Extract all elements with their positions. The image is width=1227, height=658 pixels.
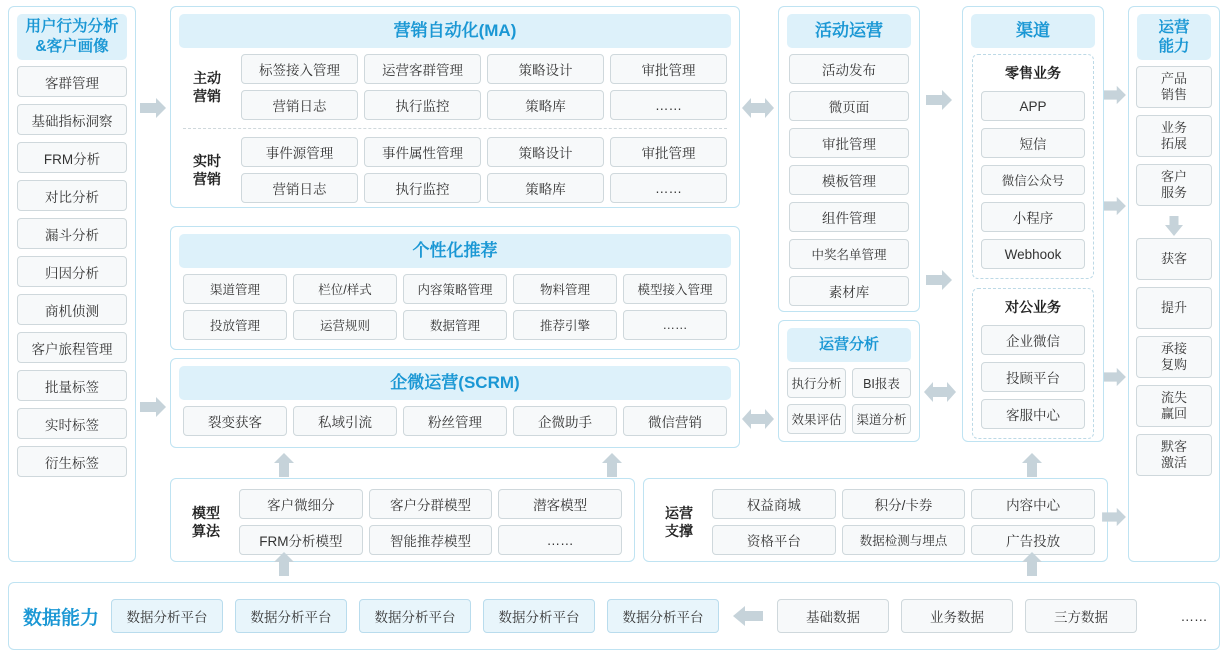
cell[interactable]: 裂变获客 bbox=[183, 406, 287, 436]
cell[interactable]: 客户分群模型 bbox=[369, 489, 493, 519]
list-item[interactable]: 素材库 bbox=[789, 276, 909, 306]
cell[interactable]: 微信营销 bbox=[623, 406, 727, 436]
cell[interactable]: …… bbox=[610, 173, 727, 203]
list-item[interactable]: 活动发布 bbox=[789, 54, 909, 84]
cell[interactable]: 策略设计 bbox=[487, 54, 604, 84]
panel-scrm bbox=[170, 358, 740, 448]
support-label-line1: 运营 bbox=[665, 505, 693, 521]
list-item[interactable] bbox=[1136, 434, 1212, 476]
list-item[interactable] bbox=[1136, 115, 1212, 157]
support-label-line2: 支撑 bbox=[665, 523, 693, 539]
support-row bbox=[712, 489, 1095, 519]
capability-title-line2: 能力 bbox=[1158, 38, 1190, 55]
capability-line1: 客户 bbox=[1160, 169, 1187, 184]
capability-title-line1: 运营 bbox=[1158, 19, 1190, 36]
arrow-right-icon bbox=[1100, 366, 1128, 388]
capability-line2: 拓展 bbox=[1160, 136, 1187, 151]
cell[interactable]: 智能推荐模型 bbox=[369, 525, 493, 555]
cell[interactable]: 渠道分析 bbox=[852, 404, 911, 434]
cell[interactable]: 事件源管理 bbox=[241, 137, 358, 167]
list-item[interactable]: 批量标签 bbox=[17, 370, 127, 401]
panel-user-behavior-analysis bbox=[8, 6, 136, 562]
channel-group-title: 对公业务 bbox=[1005, 299, 1061, 315]
cell[interactable]: 投放管理 bbox=[183, 310, 287, 340]
arrow-right-icon bbox=[924, 88, 954, 112]
ma-row bbox=[241, 173, 727, 203]
scrm-row bbox=[183, 406, 727, 436]
list-item[interactable]: 微页面 bbox=[789, 91, 909, 121]
list-item[interactable]: 客服中心 bbox=[981, 399, 1085, 429]
cell[interactable]: 事件属性管理 bbox=[364, 137, 481, 167]
cell[interactable]: 标签接入管理 bbox=[241, 54, 358, 84]
list-item[interactable]: 投顾平台 bbox=[981, 362, 1085, 392]
model-label-line1: 模型 bbox=[192, 505, 220, 521]
platform-cell[interactable]: 数据分析平台 bbox=[235, 599, 347, 633]
capability-line1: 流失 bbox=[1160, 390, 1187, 405]
platform-cell[interactable]: 数据分析平台 bbox=[607, 599, 719, 633]
source-cell[interactable]: 三方数据 bbox=[1025, 599, 1137, 633]
cell[interactable]: …… bbox=[623, 310, 727, 340]
arrow-left-right-icon bbox=[740, 407, 776, 431]
capability-line1: 默客 bbox=[1160, 439, 1187, 454]
ma-label-line1: 主动 bbox=[193, 70, 221, 86]
model-row bbox=[239, 489, 622, 519]
panel-operation-support bbox=[643, 478, 1108, 562]
list-item[interactable]: 组件管理 bbox=[789, 202, 909, 232]
arrow-right-icon bbox=[1100, 506, 1128, 528]
model-row bbox=[239, 525, 622, 555]
cell[interactable]: 执行分析 bbox=[787, 368, 846, 398]
scrm-body bbox=[171, 406, 739, 446]
rec-row bbox=[183, 310, 727, 340]
arrow-up-icon bbox=[600, 452, 624, 478]
panel-data-capability bbox=[8, 582, 1220, 650]
panel-title-marketing-automation: 营销自动化(MA) bbox=[179, 14, 731, 48]
capability-line1: 业务 bbox=[1160, 120, 1187, 135]
list-item[interactable] bbox=[1136, 66, 1212, 108]
panel-title-campaign-operation: 活动运营 bbox=[787, 14, 911, 48]
model-label bbox=[183, 504, 229, 540]
arrow-right-icon bbox=[138, 96, 168, 120]
capability-line1: 产品 bbox=[1160, 71, 1187, 86]
ma-block-realtime bbox=[183, 137, 727, 203]
ma-row bbox=[241, 90, 727, 120]
list-item[interactable] bbox=[1136, 164, 1212, 206]
cell[interactable]: 积分/卡券 bbox=[842, 489, 966, 519]
list-item[interactable]: APP bbox=[981, 91, 1085, 121]
list-item[interactable]: 客户旅程管理 bbox=[17, 332, 127, 363]
capability-line1: 承接 bbox=[1160, 341, 1187, 356]
ma-label-line2: 营销 bbox=[193, 88, 221, 104]
ma-block-label bbox=[183, 152, 231, 188]
arrow-right-icon bbox=[1100, 195, 1128, 217]
list-item[interactable]: 基础指标洞察 bbox=[17, 104, 127, 135]
capability-line2: 赢回 bbox=[1160, 406, 1187, 421]
cell[interactable]: 推荐引擎 bbox=[513, 310, 617, 340]
cell[interactable]: 权益商城 bbox=[712, 489, 836, 519]
list-item[interactable]: 小程序 bbox=[981, 202, 1085, 232]
model-label-line2: 算法 bbox=[192, 523, 220, 539]
arrow-up-icon bbox=[272, 452, 296, 478]
cell[interactable]: BI报表 bbox=[852, 368, 911, 398]
list-item[interactable] bbox=[1136, 238, 1212, 280]
list-item[interactable]: 实时标签 bbox=[17, 408, 127, 439]
left-title-line1: 用户行为分析 bbox=[25, 18, 119, 35]
panel-marketing-automation bbox=[170, 6, 740, 208]
capability-line2: 激活 bbox=[1160, 455, 1187, 470]
platform-cell[interactable]: 数据分析平台 bbox=[359, 599, 471, 633]
panel-personalized-recommendation bbox=[170, 226, 740, 350]
cell[interactable]: FRM分析模型 bbox=[239, 525, 363, 555]
ma-block-active bbox=[183, 54, 727, 120]
cell[interactable]: 资格平台 bbox=[712, 525, 836, 555]
ma-row bbox=[241, 54, 727, 84]
cell[interactable]: 私域引流 bbox=[293, 406, 397, 436]
data-capability-title: 数据能力 bbox=[23, 607, 100, 629]
cell[interactable]: 审批管理 bbox=[610, 54, 727, 84]
cell[interactable]: 效果评估 bbox=[787, 404, 846, 434]
panel-title-personalized-recommendation: 个性化推荐 bbox=[179, 234, 731, 268]
list-item[interactable]: 客群管理 bbox=[17, 66, 127, 97]
list-item[interactable] bbox=[1136, 287, 1212, 329]
panel-operation-analysis bbox=[778, 320, 920, 442]
left-item-list bbox=[9, 66, 135, 485]
panel-operation-capability bbox=[1128, 6, 1220, 562]
cell[interactable]: 广告投放 bbox=[971, 525, 1095, 555]
panel-campaign-operation bbox=[778, 6, 920, 312]
channel-group-corporate bbox=[972, 288, 1094, 439]
capability-line2: 销售 bbox=[1160, 87, 1187, 102]
capability-line2: 服务 bbox=[1160, 185, 1187, 200]
arrow-up-icon bbox=[1020, 452, 1044, 478]
source-cell[interactable]: 业务数据 bbox=[901, 599, 1013, 633]
cell[interactable]: 策略设计 bbox=[487, 137, 604, 167]
capability-group-2 bbox=[1129, 238, 1219, 484]
list-item[interactable]: 企业微信 bbox=[981, 325, 1085, 355]
arrow-right-icon bbox=[1100, 84, 1128, 106]
cell[interactable]: …… bbox=[498, 525, 622, 555]
source-cell-ellipsis: …… bbox=[1180, 608, 1208, 624]
list-item[interactable]: 中奖名单管理 bbox=[789, 239, 909, 269]
cell[interactable]: 数据管理 bbox=[403, 310, 507, 340]
ma-label-line2: 营销 bbox=[193, 171, 221, 187]
cell[interactable]: 粉丝管理 bbox=[403, 406, 507, 436]
list-item[interactable]: 商机侦测 bbox=[17, 294, 127, 325]
platform-cell[interactable]: 数据分析平台 bbox=[111, 599, 223, 633]
model-block bbox=[183, 489, 622, 551]
panel-channels bbox=[962, 6, 1104, 442]
arrow-right-icon bbox=[138, 395, 168, 419]
list-item[interactable]: 归因分析 bbox=[17, 256, 127, 287]
cell[interactable]: 策略库 bbox=[487, 173, 604, 203]
channel-group-title: 零售业务 bbox=[1005, 65, 1061, 81]
list-item[interactable]: FRM分析 bbox=[17, 142, 127, 173]
panel-title-channels: 渠道 bbox=[971, 14, 1095, 48]
channel-group-items bbox=[981, 325, 1085, 429]
support-block bbox=[656, 489, 1095, 551]
operation-analysis-grid bbox=[779, 368, 919, 442]
cell[interactable]: 执行监控 bbox=[364, 90, 481, 120]
arrow-left-right-icon bbox=[922, 380, 958, 404]
arrow-left-right-icon bbox=[740, 96, 776, 120]
ma-body bbox=[171, 54, 739, 211]
list-item[interactable]: 衍生标签 bbox=[17, 446, 127, 477]
capability-line2: 复购 bbox=[1160, 357, 1187, 372]
cell[interactable]: 营销日志 bbox=[241, 173, 358, 203]
panel-title-operation-analysis: 运营分析 bbox=[787, 328, 911, 362]
list-item[interactable] bbox=[1136, 385, 1212, 427]
cell[interactable]: 审批管理 bbox=[610, 137, 727, 167]
cell[interactable]: 数据检测与埋点 bbox=[842, 525, 966, 555]
cell[interactable]: 运营客群管理 bbox=[364, 54, 481, 84]
cell[interactable]: 企微助手 bbox=[513, 406, 617, 436]
cell[interactable]: 运营规则 bbox=[293, 310, 397, 340]
ma-row bbox=[241, 137, 727, 167]
list-item[interactable]: 对比分析 bbox=[17, 180, 127, 211]
capability-down-arrow bbox=[1129, 214, 1219, 238]
support-label bbox=[656, 504, 702, 540]
panel-title-user-behavior-analysis bbox=[17, 14, 127, 60]
data-capability-row bbox=[9, 583, 1219, 649]
list-item[interactable] bbox=[1136, 336, 1212, 378]
cell[interactable]: 执行监控 bbox=[364, 173, 481, 203]
rec-body bbox=[171, 274, 739, 350]
rec-row bbox=[183, 274, 727, 304]
capability-line1: 提升 bbox=[1160, 300, 1187, 315]
activity-item-list bbox=[779, 54, 919, 314]
cell[interactable]: 模型接入管理 bbox=[623, 274, 727, 304]
cell[interactable]: 客户微细分 bbox=[239, 489, 363, 519]
panel-title-scrm: 企微运营(SCRM) bbox=[179, 366, 731, 400]
panel-title-operation-capability bbox=[1137, 14, 1211, 60]
cell[interactable]: 策略库 bbox=[487, 90, 604, 120]
list-item[interactable]: 漏斗分析 bbox=[17, 218, 127, 249]
channel-group-items bbox=[981, 91, 1085, 269]
ma-label-line1: 实时 bbox=[193, 153, 221, 169]
list-item[interactable]: Webhook bbox=[981, 239, 1085, 269]
channel-group-retail bbox=[972, 54, 1094, 279]
arrow-left-icon bbox=[731, 604, 765, 628]
left-title-line2: &客户画像 bbox=[35, 38, 109, 55]
list-item[interactable]: 短信 bbox=[981, 128, 1085, 158]
capability-group-1 bbox=[1129, 66, 1219, 214]
arrow-up-icon bbox=[1020, 551, 1044, 577]
cell[interactable]: 内容策略管理 bbox=[403, 274, 507, 304]
cell[interactable]: 渠道管理 bbox=[183, 274, 287, 304]
source-cell[interactable]: 基础数据 bbox=[777, 599, 889, 633]
platform-cell[interactable]: 数据分析平台 bbox=[483, 599, 595, 633]
arrow-right-icon bbox=[924, 268, 954, 292]
ma-block-label bbox=[183, 69, 231, 105]
cell[interactable]: 内容中心 bbox=[971, 489, 1095, 519]
cell[interactable]: 营销日志 bbox=[241, 90, 358, 120]
capability-line1: 获客 bbox=[1160, 251, 1187, 266]
arrow-up-icon bbox=[272, 551, 296, 577]
cell[interactable]: …… bbox=[610, 90, 727, 120]
list-item[interactable]: 微信公众号 bbox=[981, 165, 1085, 195]
list-item[interactable]: 审批管理 bbox=[789, 128, 909, 158]
cell[interactable]: 栏位/样式 bbox=[293, 274, 397, 304]
divider bbox=[183, 128, 727, 129]
panel-model-algorithms bbox=[170, 478, 635, 562]
cell[interactable]: 物料管理 bbox=[513, 274, 617, 304]
cell[interactable]: 潜客模型 bbox=[498, 489, 622, 519]
list-item[interactable]: 模板管理 bbox=[789, 165, 909, 195]
